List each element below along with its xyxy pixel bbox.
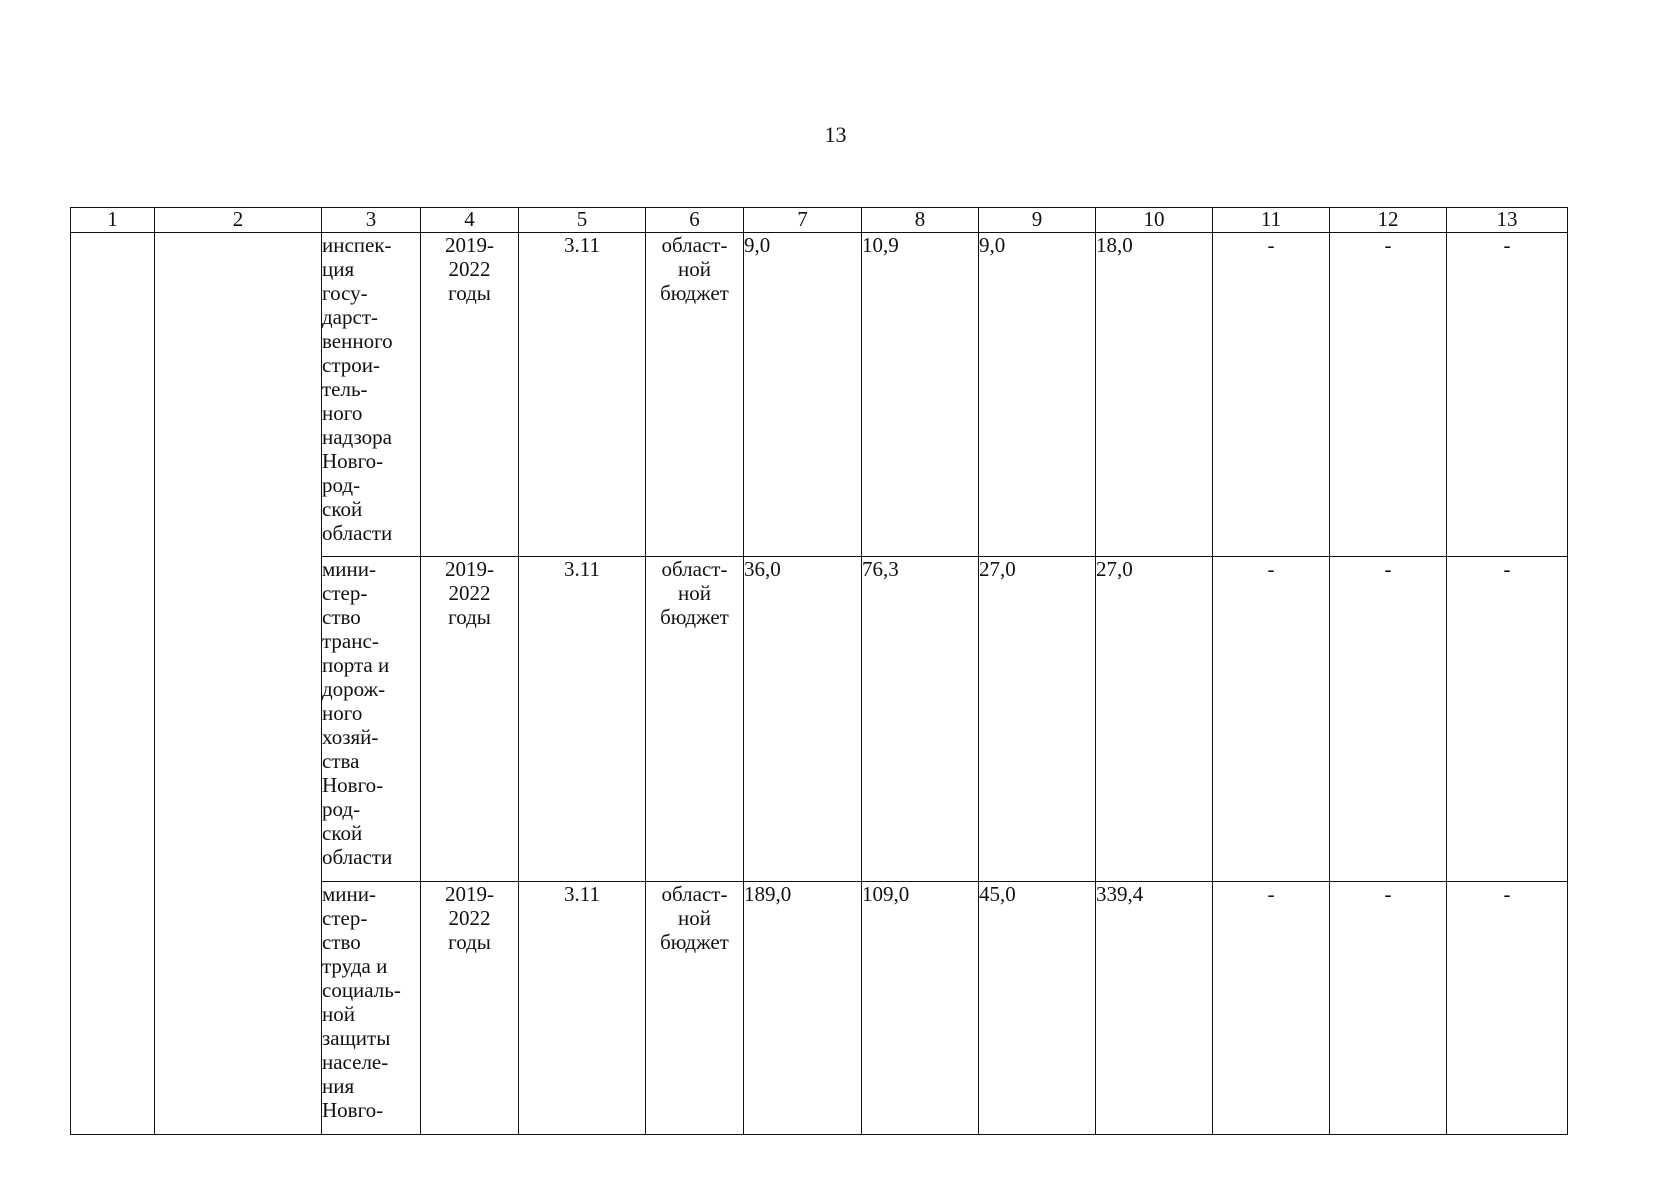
executor-line: род-: [322, 797, 361, 821]
executor-line: мини-: [322, 882, 376, 906]
executor-line: ния: [322, 1074, 355, 1098]
value-col-10: 27,0: [1096, 557, 1213, 882]
executor-line: венного: [322, 329, 393, 353]
executor-line: населе-: [322, 1050, 389, 1074]
source-line: бюджет: [660, 605, 729, 629]
merged-cell-col-1: [71, 233, 155, 1135]
column-header-7: 7: [744, 208, 862, 233]
executor-line: тель-: [322, 377, 368, 401]
executor-line: госу-: [322, 281, 368, 305]
executor-line: ство: [322, 605, 361, 629]
table-row: [71, 233, 1568, 557]
value-col-11: -: [1213, 882, 1330, 1135]
value-col-9: 45,0: [979, 882, 1096, 1135]
executor-line: ного: [322, 701, 363, 725]
value-col-10: 18,0: [1096, 233, 1213, 557]
column-header-4: 4: [421, 208, 519, 233]
executor-line: род-: [322, 473, 361, 497]
budget-table: [70, 207, 1568, 1135]
source-line: ной: [678, 257, 711, 281]
column-header-2: 2: [155, 208, 322, 233]
period-line: 2019-: [445, 233, 494, 257]
source-line: ной: [678, 906, 711, 930]
executor-line: транс-: [322, 629, 379, 653]
executor-line: дарст-: [322, 305, 378, 329]
funding-source-cell: [646, 557, 744, 882]
column-header-9: 9: [979, 208, 1096, 233]
source-line: област-: [661, 882, 728, 906]
value-col-10: 339,4: [1096, 882, 1213, 1135]
executor-cell: [322, 557, 421, 882]
executor-line: ства: [322, 749, 360, 773]
column-header-13: 13: [1447, 208, 1568, 233]
period-cell: [421, 233, 519, 557]
indicator-code-cell: 3.11: [519, 557, 646, 882]
value-col-8: 76,3: [862, 557, 979, 882]
executor-line: труда и: [322, 954, 388, 978]
column-header-8: 8: [862, 208, 979, 233]
column-header-10: 10: [1096, 208, 1213, 233]
executor-line: надзора: [322, 425, 392, 449]
value-col-7: 9,0: [744, 233, 862, 557]
column-header-3: 3: [322, 208, 421, 233]
source-line: бюджет: [660, 281, 729, 305]
period-cell: [421, 882, 519, 1135]
executor-line: хозяй-: [322, 725, 379, 749]
value-col-11: -: [1213, 233, 1330, 557]
value-col-11: -: [1213, 557, 1330, 882]
period-cell: [421, 557, 519, 882]
executor-line: ство: [322, 930, 361, 954]
period-line: 2022: [448, 581, 491, 605]
indicator-code-cell: 3.11: [519, 882, 646, 1135]
period-line: годы: [448, 605, 491, 629]
value-col-9: 9,0: [979, 233, 1096, 557]
source-line: област-: [661, 557, 728, 581]
period-line: 2019-: [445, 557, 494, 581]
source-line: бюджет: [660, 930, 729, 954]
executor-line: строи-: [322, 353, 380, 377]
value-col-13: -: [1447, 882, 1568, 1135]
executor-line: ция: [322, 257, 355, 281]
column-header-1: 1: [71, 208, 155, 233]
value-col-13: -: [1447, 233, 1568, 557]
page-number: 13: [824, 122, 847, 147]
period-line: годы: [448, 281, 491, 305]
executor-line: области: [322, 845, 393, 869]
executor-line: порта и: [322, 653, 390, 677]
period-line: годы: [448, 930, 491, 954]
column-header-12: 12: [1330, 208, 1447, 233]
source-line: ной: [678, 581, 711, 605]
executor-line: области: [322, 521, 393, 545]
value-col-8: 109,0: [862, 882, 979, 1135]
column-header-6: 6: [646, 208, 744, 233]
funding-source-cell: [646, 882, 744, 1135]
executor-cell: [322, 882, 421, 1135]
funding-source-cell: [646, 233, 744, 557]
column-number-row: [71, 208, 1568, 233]
executor-line: защиты: [322, 1026, 391, 1050]
merged-cell-col-2: [155, 233, 322, 1135]
value-col-13: -: [1447, 557, 1568, 882]
executor-line: стер-: [322, 581, 368, 605]
executor-line: инспек-: [322, 233, 392, 257]
value-col-12: -: [1330, 882, 1447, 1135]
executor-line: ской: [322, 821, 363, 845]
executor-line: стер-: [322, 906, 368, 930]
executor-line: Новго-: [322, 449, 384, 473]
period-line: 2022: [448, 906, 491, 930]
value-col-12: -: [1330, 557, 1447, 882]
executor-line: Новго-: [322, 773, 384, 797]
executor-line: ной: [322, 1002, 355, 1026]
value-col-9: 27,0: [979, 557, 1096, 882]
value-col-7: 36,0: [744, 557, 862, 882]
source-line: област-: [661, 233, 728, 257]
executor-line: мини-: [322, 557, 376, 581]
value-col-12: -: [1330, 233, 1447, 557]
column-header-11: 11: [1213, 208, 1330, 233]
executor-line: ской: [322, 497, 363, 521]
period-line: 2022: [448, 257, 491, 281]
executor-line: дорож-: [322, 677, 386, 701]
executor-cell: [322, 233, 421, 557]
period-line: 2019-: [445, 882, 494, 906]
executor-line: социаль-: [322, 978, 401, 1002]
column-header-5: 5: [519, 208, 646, 233]
indicator-code-cell: 3.11: [519, 233, 646, 557]
executor-line: Новго-: [322, 1098, 384, 1122]
executor-line: ного: [322, 401, 363, 425]
value-col-8: 10,9: [862, 233, 979, 557]
value-col-7: 189,0: [744, 882, 862, 1135]
